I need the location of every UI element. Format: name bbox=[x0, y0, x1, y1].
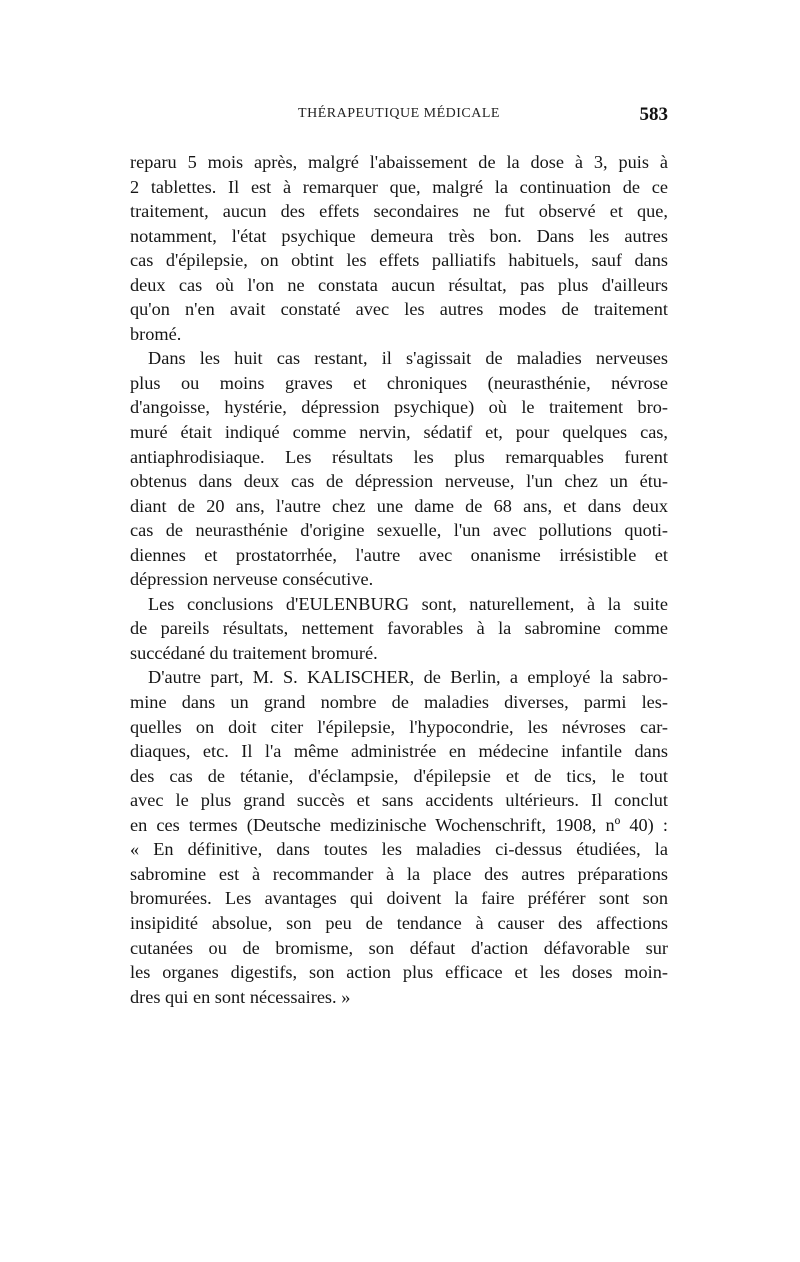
text-line: qu'on n'en avait constaté avec les autres modes de traitement bbox=[130, 299, 668, 320]
body-text bbox=[130, 150, 668, 1009]
text-line: d'angoisse, hystérie, dépression psychique) où le traitement bro- bbox=[130, 397, 668, 418]
text-line: diaques, etc. Il l'a même administrée en médecine infantile dans bbox=[130, 741, 668, 762]
text-line: sabromine est à recommander à la place des autres préparations bbox=[130, 863, 668, 884]
text-line: bromurées. Les avantages qui doivent la faire préférer sont son bbox=[130, 888, 668, 909]
text-line: muré était indiqué comme nervin, sédatif et, pour quelques cas, bbox=[130, 422, 668, 443]
text-line: des cas de tétanie, d'éclampsie, d'épilepsie et de tics, le tout bbox=[130, 765, 668, 786]
text-line: deux cas où l'on ne constata aucun résultat, pas plus d'ailleurs bbox=[130, 274, 668, 295]
text-line: cas de neurasthénie d'origine sexuelle, l'un avec pollutions quoti- bbox=[130, 520, 668, 541]
text-line: cas d'épilepsie, on obtint les effets palliatifs habituels, sauf dans bbox=[130, 250, 668, 271]
text-line: en ces termes (Deutsche medizinische Wochenschrift, 1908, nº 40) : bbox=[130, 814, 668, 835]
page-number: 583 bbox=[639, 104, 668, 125]
text-line: quelles on doit citer l'épilepsie, l'hypocondrie, les névroses car- bbox=[130, 716, 668, 737]
text-line: « En définitive, dans toutes les maladies ci-dessus étudiées, la bbox=[130, 839, 668, 860]
text-line: dépression nerveuse consécutive. bbox=[130, 569, 374, 590]
text-line: plus ou moins graves et chroniques (neurasthénie, névrose bbox=[130, 372, 668, 393]
text-line: obtenus dans deux cas de dépression nerveuse, l'un chez un étu- bbox=[130, 471, 668, 492]
text-line: bromé. bbox=[130, 323, 182, 344]
text-line: Dans les huit cas restant, il s'agissait de maladies nerveuses bbox=[148, 348, 668, 369]
text-line: les organes digestifs, son action plus efficace et les doses moin- bbox=[130, 962, 668, 983]
text-line: D'autre part, M. S. KALISCHER, de Berlin, a employé la sabro- bbox=[148, 667, 668, 688]
text-line: 2 tablettes. Il est à remarquer que, malgré la continuation de ce bbox=[130, 176, 668, 197]
text-line: reparu 5 mois après, malgré l'abaissement de la dose à 3, puis à bbox=[130, 152, 668, 172]
text-line: diennes et prostatorrhée, l'autre avec onanisme irrésistible et bbox=[130, 544, 668, 565]
text-line: notamment, l'état psychique demeura très bon. Dans les autres bbox=[130, 225, 668, 246]
text-line: cutanées ou de bromisme, son défaut d'action défavorable sur bbox=[130, 937, 668, 958]
page-header bbox=[130, 104, 668, 130]
text-line: de pareils résultats, nettement favorables à la sabromine comme bbox=[130, 618, 668, 639]
text-line: Les conclusions d'EULENBURG sont, naturellement, à la suite bbox=[148, 593, 668, 614]
text-line: antiaphrodisiaque. Les résultats les plus remarquables furent bbox=[130, 446, 668, 467]
text-line: avec le plus grand succès et sans accidents ultérieurs. Il conclut bbox=[130, 790, 668, 811]
text-line: mine dans un grand nombre de maladies diverses, parmi les- bbox=[130, 692, 668, 713]
running-title: THÉRAPEUTIQUE MÉDICALE bbox=[298, 106, 500, 121]
text-line: dres qui en sont nécessaires. » bbox=[130, 986, 351, 1007]
text-line: succédané du traitement bromuré. bbox=[130, 642, 378, 663]
text-line: traitement, aucun des effets secondaires ne fut observé et que, bbox=[130, 201, 668, 222]
text-line: diant de 20 ans, l'autre chez une dame de 68 ans, et dans deux bbox=[130, 495, 668, 516]
text-line: insipidité absolue, son peu de tendance à causer des affections bbox=[130, 912, 668, 933]
